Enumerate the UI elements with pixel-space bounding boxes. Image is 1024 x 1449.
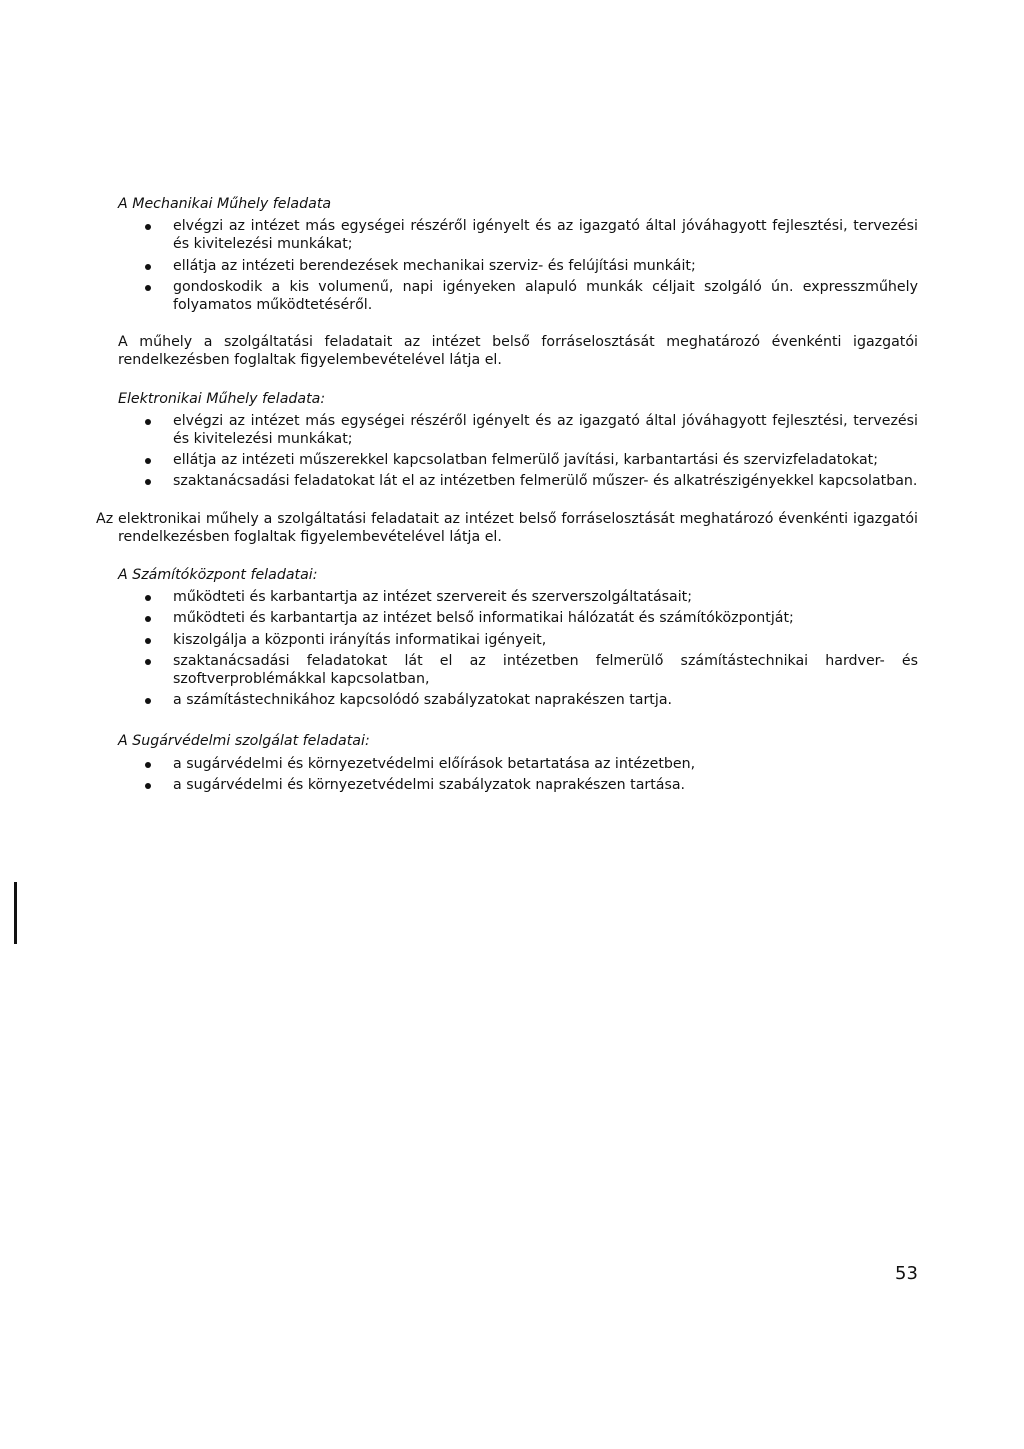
list-item: szaktanácsadási feladatokat lát el az intézetben felmerülő számítástechnikai hardver- és szoftverproblémákkal kapcsolatban,	[118, 652, 918, 688]
bullet-list-szamitokozpont	[118, 588, 918, 709]
section-heading-mechanikai: A Mechanikai Műhely feladata	[118, 196, 332, 212]
list-item: ellátja az intézeti műszerekkel kapcsolatban felmerülő javítási, karbantartási és szervizfeladatokat;	[118, 451, 918, 469]
list-item: szaktanácsadási feladatokat lát el az intézetben felmerülő műszer- és alkatrészigényekkel kapcsolatban.	[118, 472, 918, 490]
list-item: működteti és karbantartja az intézet belső informatikai hálózatát és számítóközpontját;	[118, 609, 918, 627]
section-heading-sugarvedelmi: A Sugárvédelmi szolgálat feladatai:	[118, 733, 370, 750]
list-item: ellátja az intézeti berendezések mechanikai szerviz- és felújítási munkáit;	[118, 257, 918, 275]
list-item: működteti és karbantartja az intézet szervereit és szerverszolgáltatásait;	[118, 588, 918, 606]
bullet-list-elektronikai	[118, 412, 918, 491]
document-body	[96, 195, 918, 797]
list-item: kiszolgálja a központi irányítás informatikai igényeit,	[118, 631, 918, 649]
list-item: elvégzi az intézet más egységei részéről igényelt és az igazgató által jóváhagyott fejlesztési, tervezési és kivitelezési munkákat;	[118, 217, 918, 253]
section-heading-szamitokozpont: A Számítóközpont feladatai:	[118, 567, 318, 584]
list-item: a sugárvédelmi és környezetvédelmi szabályzatok naprakészen tartása.	[118, 776, 918, 794]
margin-change-bar	[14, 882, 17, 944]
list-item: gondoskodik a kis volumenű, napi igényeken alapuló munkák céljait szolgáló ún. expresszműhely folyamatos működtetéséről.	[118, 278, 918, 314]
paragraph-mechanikai: A műhely a szolgáltatási feladatait az intézet belső forráselosztását meghatározó évenkénti igazgatói rendelkezésben foglaltak figyelembevételével látja el.	[118, 334, 918, 369]
page-number: 53	[895, 1263, 918, 1284]
paragraph-elektronikai: Az elektronikai műhely a szolgáltatási feladatait az intézet belső forráselosztását meghatározó évenkénti igazgatói rendelkezésben foglaltak figyelembevételével látja el.	[96, 510, 918, 545]
bullet-list-sugarvedelmi	[118, 755, 918, 794]
list-item: elvégzi az intézet más egységei részéről igényelt és az igazgató által jóváhagyott fejlesztési, tervezési és kivitelezési munkákat;	[118, 412, 918, 448]
section-heading-elektronikai: Elektronikai Műhely feladata:	[118, 390, 326, 407]
list-item: a sugárvédelmi és környezetvédelmi előírások betartatása az intézetben,	[118, 755, 918, 773]
bullet-list-mechanikai	[118, 217, 918, 314]
list-item: a számítástechnikához kapcsolódó szabályzatokat naprakészen tartja.	[118, 691, 918, 709]
